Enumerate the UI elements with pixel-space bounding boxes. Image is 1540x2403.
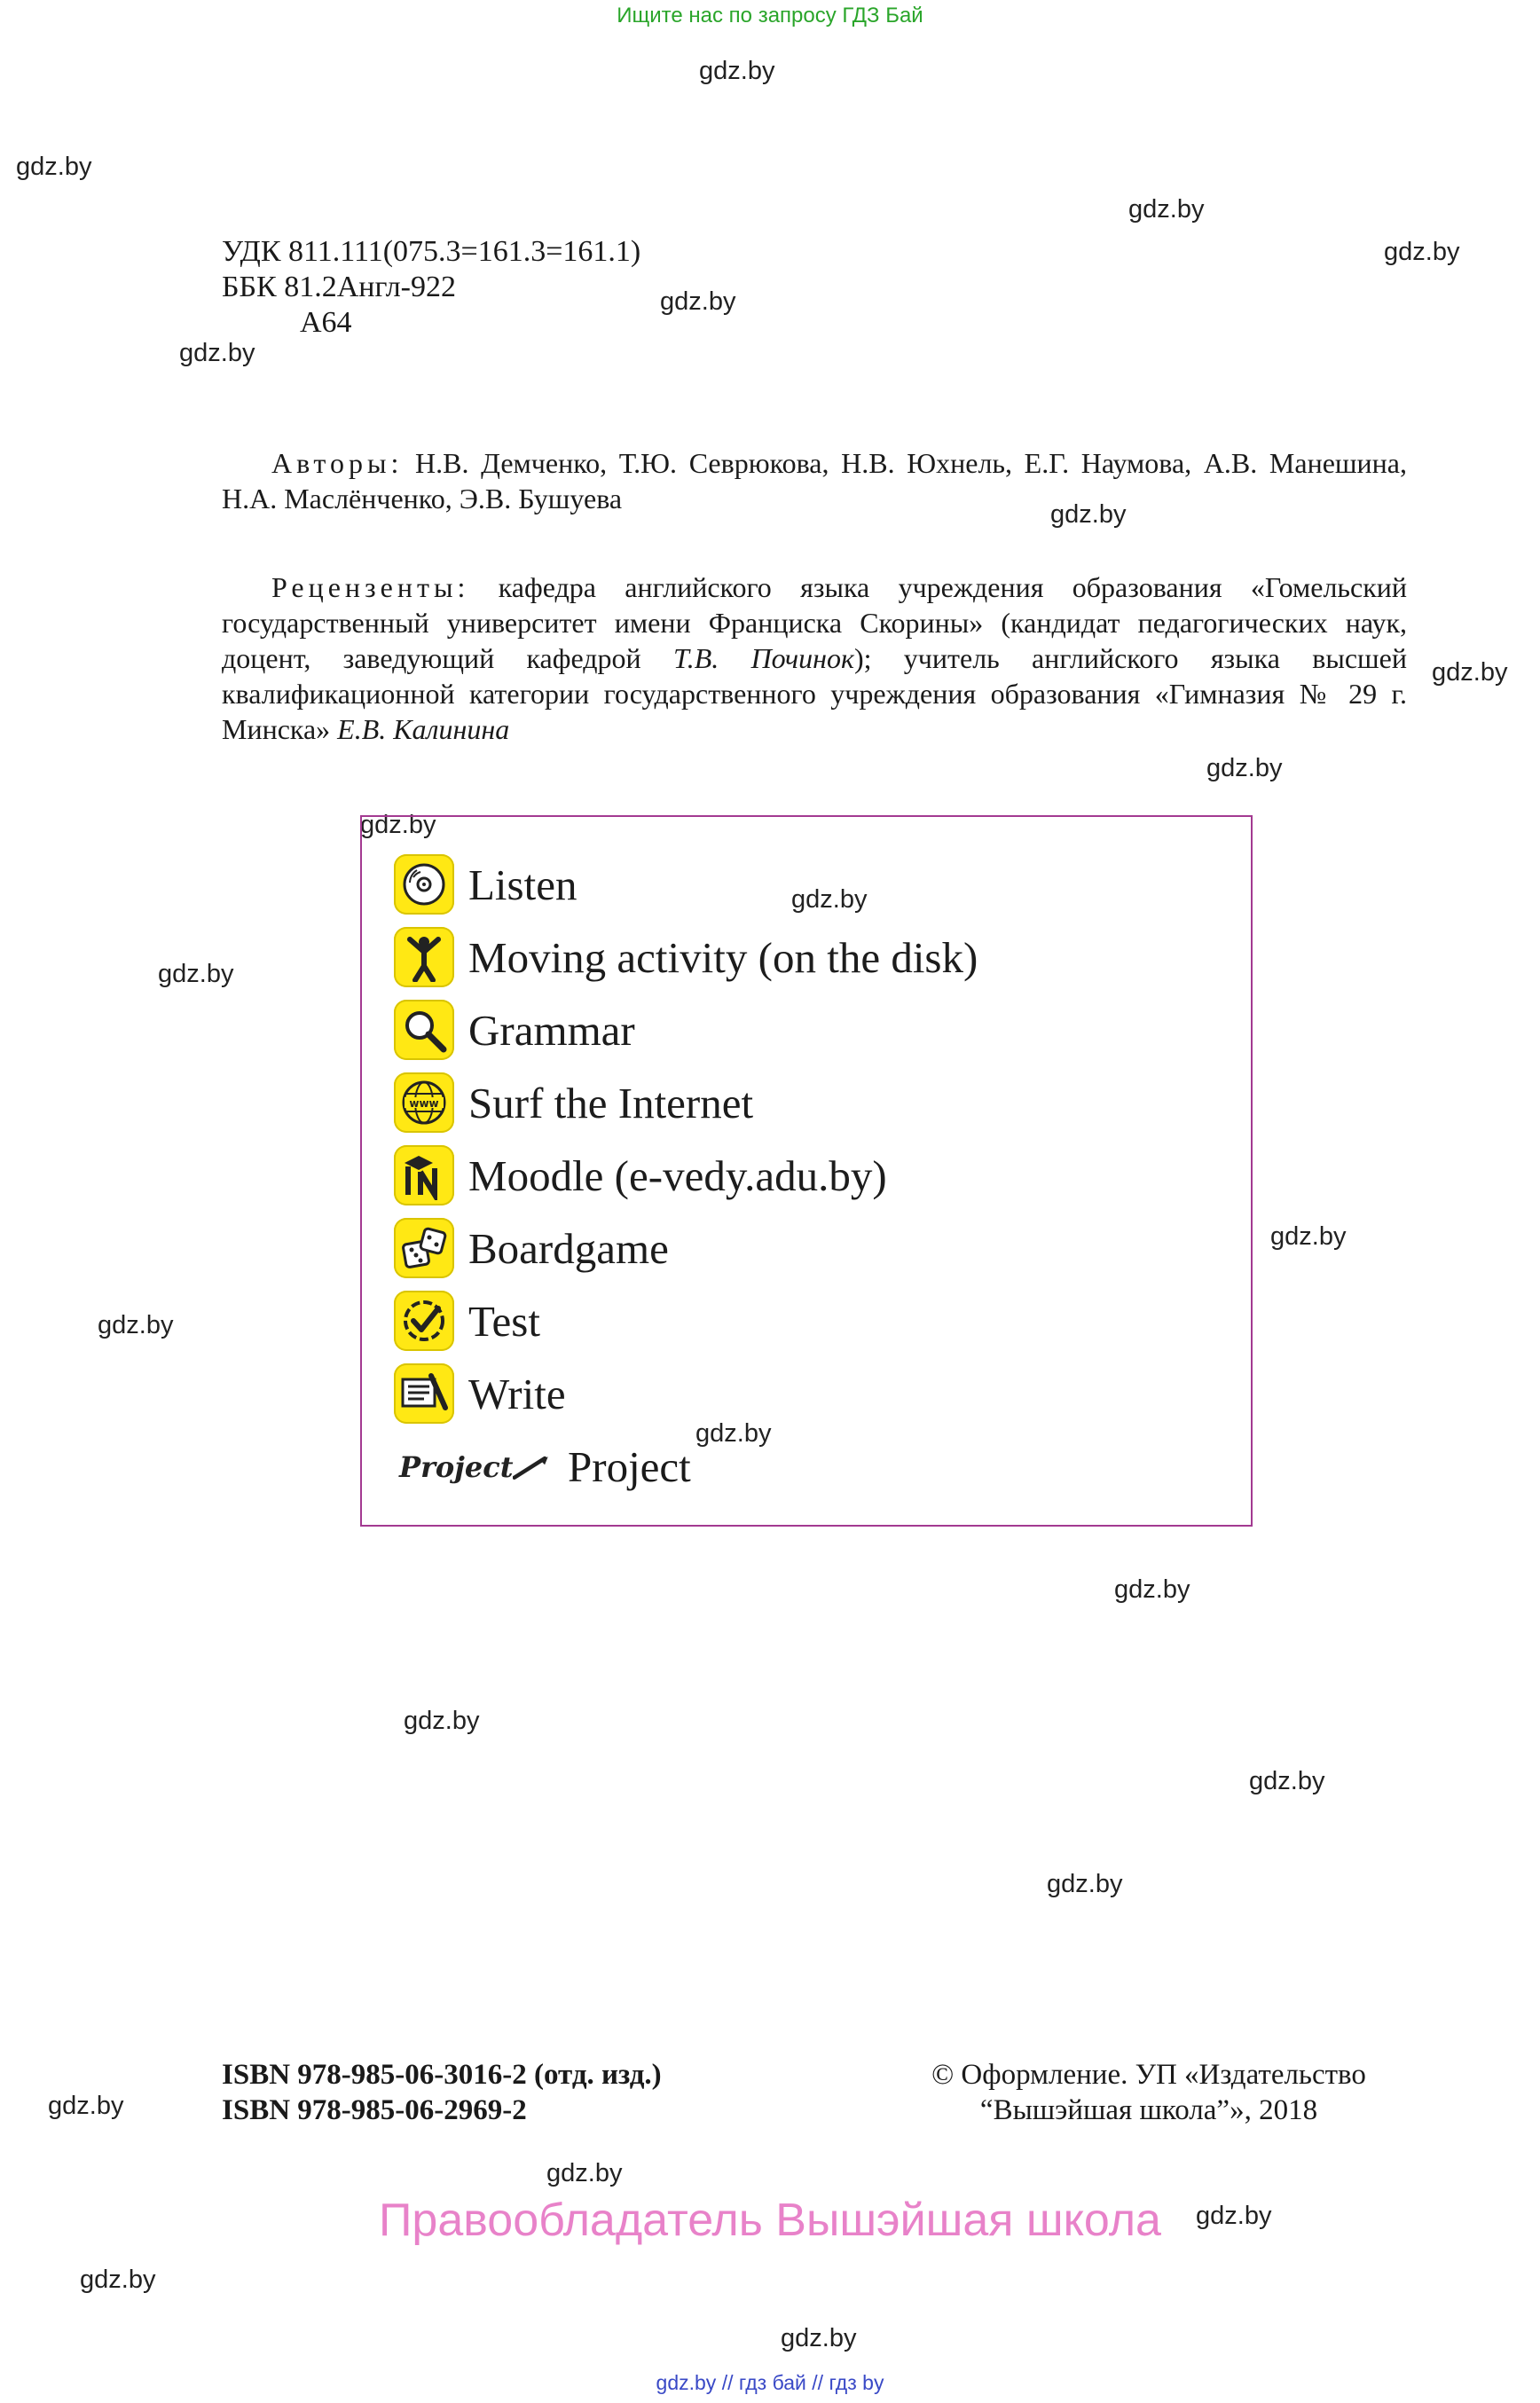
svg-text:www: www (409, 1097, 439, 1110)
authors-label: Авторы: (271, 447, 404, 479)
footer-separator: // (812, 2371, 824, 2394)
notebook-pen-icon (394, 1363, 454, 1424)
reviewers-paragraph (222, 569, 1407, 747)
watermark: gdz.by (1114, 1575, 1190, 1604)
bbk-line: ББК 81.2Англ-922 (222, 271, 456, 303)
watermark: gdz.by (404, 1707, 480, 1735)
footer-link[interactable]: gdz.by (656, 2371, 717, 2394)
project-pen-icon (399, 1450, 550, 1484)
project-badge: Project (399, 1449, 514, 1484)
index-code: А64 (300, 306, 352, 339)
legend-label: Listen (468, 860, 578, 909)
legend-label: Surf the Internet (468, 1078, 754, 1127)
watermark: gdz.by (158, 960, 234, 988)
reviewer-name-1: Т.В. Починок (672, 642, 854, 674)
watermark: gdz.by (1047, 1870, 1123, 1898)
reviewers-label: Рецензенты: (271, 571, 470, 603)
legend-label: Moving activity (on the disk) (468, 932, 978, 982)
magnifier-icon (394, 1000, 454, 1060)
legend-item-listen (394, 854, 577, 915)
footer-link[interactable]: гдз by (829, 2371, 884, 2394)
watermark: gdz.by (546, 2159, 623, 2187)
watermark: gdz.by (660, 287, 736, 316)
watermark: gdz.by (360, 811, 436, 839)
watermark: gdz.by (781, 2324, 857, 2352)
checkmark-icon (394, 1291, 454, 1351)
legend-item-project (399, 1441, 691, 1492)
footer-link[interactable]: гдз бай (738, 2371, 806, 2394)
isbn-line: ISBN 978-985-06-2969-2 (222, 2094, 527, 2126)
disc-icon (394, 854, 454, 915)
copyright-block (891, 2057, 1407, 2128)
reviewers-text-2: ); учитель английского языка высшей квалификационной категории государственного учреждения образования «Гимназия № 29 г. Минска» (222, 642, 1408, 745)
watermark: gdz.by (791, 885, 868, 914)
legend-label: Write (468, 1369, 566, 1418)
watermark: gdz.by (1206, 754, 1283, 782)
legend-item-test (394, 1291, 540, 1351)
legend-label: Project (568, 1442, 691, 1491)
authors-paragraph (222, 445, 1407, 516)
watermark: gdz.by (98, 1311, 174, 1339)
moving-person-icon (394, 927, 454, 987)
moodle-icon (394, 1145, 454, 1205)
rights-holder: Правообладатель Вышэйшая школа (379, 2195, 1161, 2246)
legend-item-moving (394, 927, 978, 987)
copyright-line: © Оформление. УП «Издательство (931, 2059, 1366, 2091)
legend-label: Test (468, 1296, 540, 1346)
watermark: gdz.by (1270, 1222, 1347, 1251)
footer-links (0, 2371, 1540, 2395)
copyright-line: “Вышэйшая школа”», 2018 (979, 2094, 1318, 2126)
icon-legend-box (360, 815, 1253, 1527)
dice-icon (394, 1218, 454, 1278)
reviewer-name-2: Е.В. Калинина (337, 713, 510, 745)
top-banner: Ищите нас по запросу ГДЗ Бай (617, 4, 923, 27)
legend-label: Moodle (e-vedy.adu.by) (468, 1150, 887, 1200)
legend-item-surf (394, 1072, 753, 1133)
watermark: gdz.by (1050, 500, 1127, 529)
reviewers-text-1: кафедра английского языка учреждения образования «Гомельский государственный университет имени Франциска Скорины» (кандидат педагогических наук, доцент, заведующий кафедрой (222, 571, 1407, 674)
isbn-line: ISBN 978-985-06-3016-2 (отд. изд.) (222, 2059, 662, 2091)
footer-separator: // (721, 2371, 734, 2394)
watermark: gdz.by (1432, 658, 1508, 687)
legend-item-moodle (394, 1145, 887, 1205)
watermark: gdz.by (179, 339, 255, 367)
legend-label: Grammar (468, 1005, 635, 1055)
watermark: gdz.by (1196, 2202, 1272, 2230)
watermark: gdz.by (48, 2092, 124, 2120)
watermark: gdz.by (1249, 1767, 1325, 1795)
www-globe-icon (394, 1072, 454, 1133)
watermark: gdz.by (1128, 195, 1205, 224)
watermark: gdz.by (1384, 238, 1460, 266)
udk-block (222, 234, 640, 341)
udk-line: УДК 811.111(075.3=161.3=161.1) (222, 235, 641, 268)
isbn-block (222, 2057, 662, 2128)
watermark: gdz.by (699, 57, 775, 85)
watermark: gdz.by (16, 153, 92, 181)
watermark: gdz.by (695, 1419, 772, 1448)
legend-item-grammar (394, 1000, 635, 1060)
authors-text: Н.В. Демченко, Т.Ю. Севрюкова, Н.В. Юхнель, Е.Г. Наумова, А.В. Манешина, Н.А. Маслёнченко, Э.В. Бушуева (222, 447, 1407, 514)
watermark: gdz.by (80, 2266, 156, 2294)
legend-item-boardgame (394, 1218, 669, 1278)
legend-label: Boardgame (468, 1223, 669, 1273)
legend-item-write (394, 1363, 566, 1424)
